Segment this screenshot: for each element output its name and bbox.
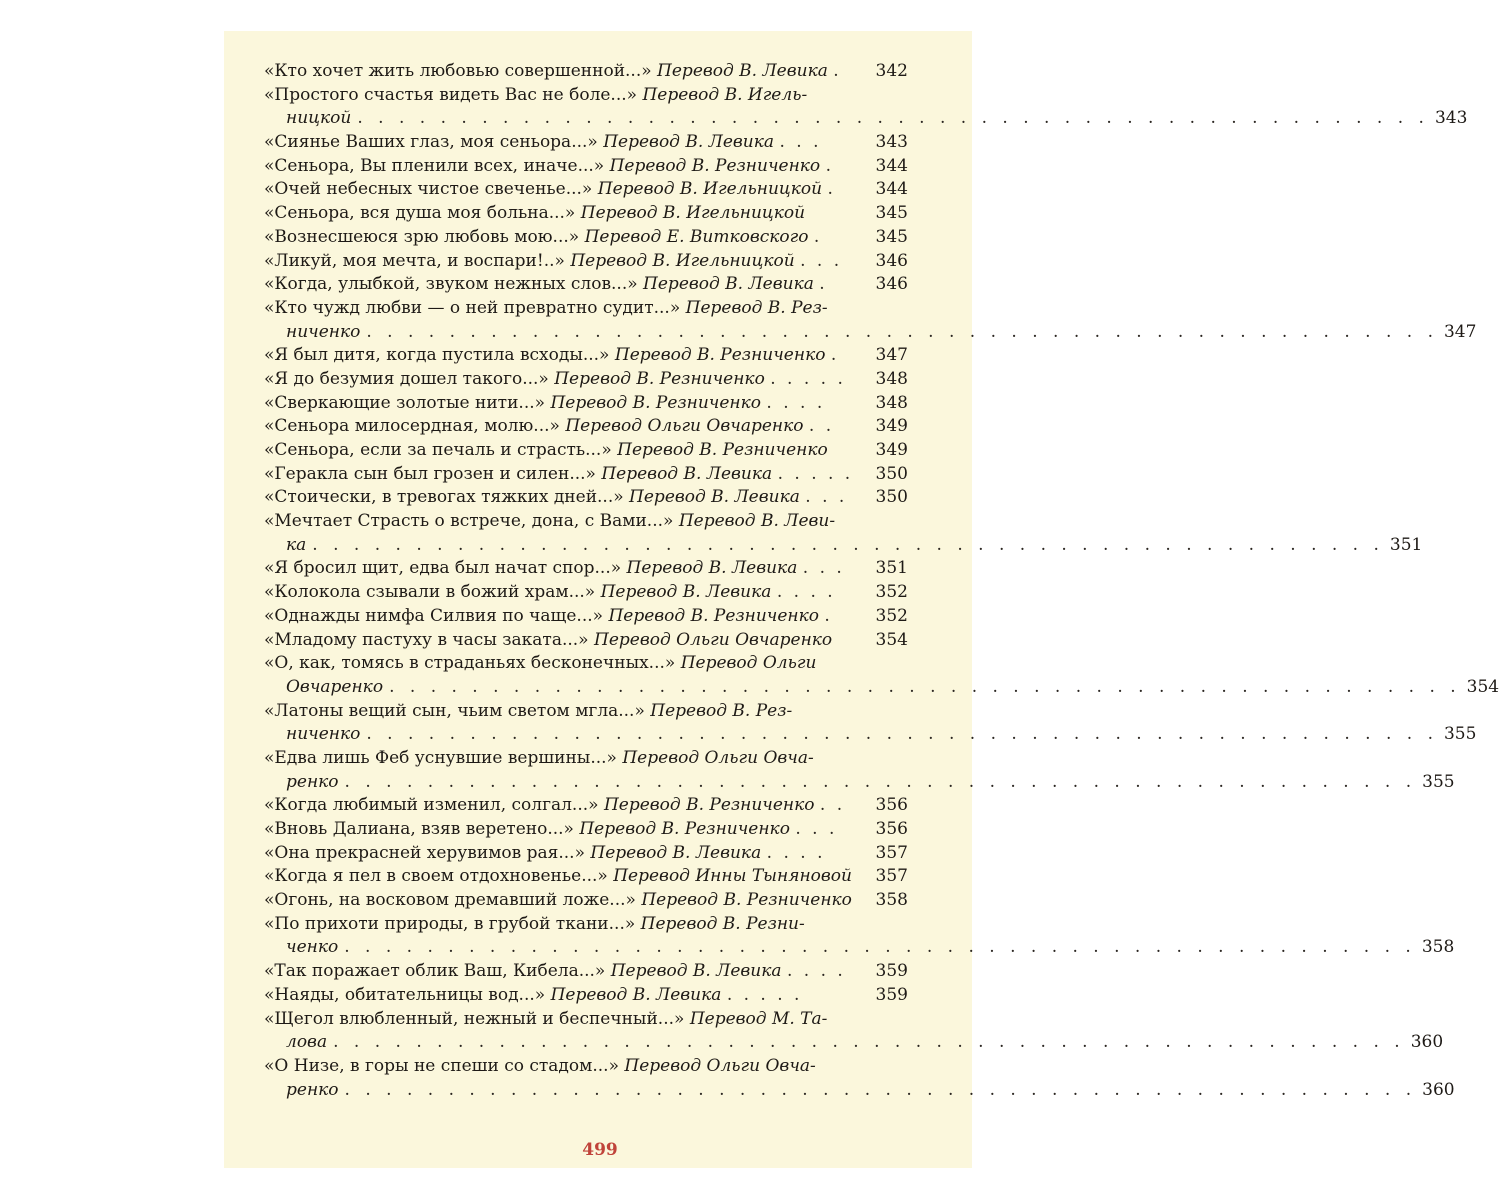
toc-entry xyxy=(264,297,1477,344)
toc-entry-line xyxy=(264,486,908,510)
toc-entry-line xyxy=(264,700,908,724)
toc-entry-line xyxy=(264,865,908,889)
translator-credit: Перевод Ольги Овчаренко xyxy=(565,416,804,437)
dot-leader: . . . xyxy=(802,558,845,579)
page-ref: 345 xyxy=(872,226,908,250)
dot-leader: . xyxy=(833,61,842,81)
toc-entry-line xyxy=(264,297,908,321)
toc-entry-line xyxy=(264,960,908,984)
toc-entry-line xyxy=(264,155,908,179)
translator-credit: Перевод В. Левика xyxy=(603,132,775,153)
page-ref: 347 xyxy=(1443,321,1477,342)
page-ref: 354 xyxy=(872,629,908,653)
poem-first-line: «Сверкающие золотые нити...» xyxy=(264,392,546,413)
toc-entry-line xyxy=(264,463,908,487)
toc-entry-line xyxy=(264,747,908,771)
translator-credit: Перевод Ольги Овчаренко xyxy=(594,629,833,650)
poem-first-line: «Сиянье Ваших глаз, моя сеньора...» xyxy=(264,132,598,153)
dot-leader: . . . . . xyxy=(770,368,846,389)
poem-first-line: «О, как, томясь в страданьях бесконечных...» xyxy=(264,653,676,674)
poem-first-line: «Сеньора милосердная, молю...» xyxy=(264,416,560,437)
toc-entry xyxy=(264,486,908,510)
poem-first-line: «Когда, улыбкой, звуком нежных слов...» xyxy=(264,274,638,295)
poem-first-line: «Колокола сзывали в божий храм...» xyxy=(264,582,596,603)
page-ref: 359 xyxy=(872,960,908,984)
translator-credit: Перевод В. Игель- xyxy=(642,84,808,105)
dot-leader: . xyxy=(824,605,833,626)
toc-entry xyxy=(264,652,1499,699)
translator-credit: Перевод В. Резниченко xyxy=(614,345,826,366)
page-number: 499 xyxy=(582,1140,618,1160)
page-ref: 345 xyxy=(872,202,908,226)
toc-entry xyxy=(264,581,908,605)
poem-first-line: «Простого счастья видеть Вас не боле...» xyxy=(264,84,638,105)
toc-entry xyxy=(264,344,908,368)
translator-credit: Перевод В. Резниченко xyxy=(608,605,820,626)
page-ref: 360 xyxy=(1410,1032,1444,1053)
toc-entry xyxy=(264,226,908,250)
toc-entry-line xyxy=(264,818,908,842)
translator-credit: Перевод В. Левика xyxy=(657,61,828,81)
page-ref: 358 xyxy=(1421,937,1455,958)
dot-leader: . . . . . xyxy=(726,984,803,1005)
translator-credit-continuation: ченко xyxy=(286,937,339,958)
translator-credit: Перевод Инны Тыняновой xyxy=(613,866,852,887)
poem-first-line: «Я бросил щит, едва был начат спор...» xyxy=(264,558,622,579)
page-ref: 360 xyxy=(1422,1079,1455,1100)
toc-entry xyxy=(264,605,908,629)
toc-entry-line xyxy=(264,131,908,155)
translator-credit: Перевод В. Левика xyxy=(600,582,772,603)
poem-first-line: «Кто чужд любви — о ней превратно судит...» xyxy=(264,297,681,318)
page-ref: 359 xyxy=(872,984,908,1008)
translator-credit: Перевод В. Резниченко xyxy=(603,795,815,816)
dot-leader: . . . xyxy=(800,250,843,271)
toc-entry xyxy=(264,1055,1455,1102)
dot-leader: . . . . xyxy=(776,582,836,603)
poem-first-line: «Младому пастуху в часы заката...» xyxy=(264,629,589,650)
dot-leader: . . . xyxy=(779,132,822,153)
toc-entry xyxy=(264,415,908,439)
page-ref: 355 xyxy=(1443,724,1477,745)
translator-credit: Перевод В. Левика xyxy=(550,984,722,1005)
toc-entry xyxy=(264,131,908,155)
dot-leader: . . . . xyxy=(766,842,826,863)
toc-entry xyxy=(264,794,908,818)
poem-first-line: «Сеньора, если за печаль и страсть...» xyxy=(264,440,612,460)
dot-leader: . . . . . . . . . . . . . . . . . . . . . . . . . . . . . . . . . . . . . . . . . . . . . . . . . . . . xyxy=(357,108,1429,129)
page-ref: 352 xyxy=(872,605,908,629)
poem-first-line: «Так поражает облик Ваш, Кибела...» xyxy=(264,961,606,982)
translator-credit: Перевод Ольги Овча- xyxy=(622,747,814,768)
translator-credit-continuation: ка xyxy=(286,534,307,555)
toc-entry xyxy=(264,700,1477,747)
poem-first-line: «Сеньора, Вы пленили всех, иначе...» xyxy=(264,155,605,176)
dot-leader: . . . . . . . . . . . . . . . . . . . . . . . . . . . . . . . . . . . . . . . . . . . . . . . . . . . . xyxy=(344,937,1416,958)
toc-entry-line xyxy=(264,652,908,676)
toc-entry-line xyxy=(264,60,908,84)
translator-credit: Перевод Ольги xyxy=(680,653,817,674)
translator-credit: Перевод В. Резниченко xyxy=(579,819,790,839)
toc-entry-continuation xyxy=(264,1079,1455,1103)
dot-leader: . . . xyxy=(805,487,848,508)
toc-entry-line xyxy=(264,439,908,463)
translator-credit-continuation: Овчаренко xyxy=(286,676,384,697)
dot-leader: . . . . xyxy=(786,961,846,982)
poem-first-line: «Наяды, обитательницы вод...» xyxy=(264,984,546,1005)
toc-entry xyxy=(264,250,908,274)
page-ref: 343 xyxy=(1434,108,1468,129)
translator-credit-continuation: лова xyxy=(286,1032,328,1053)
translator-credit: Перевод В. Леви- xyxy=(678,511,836,532)
page-ref: 347 xyxy=(872,344,908,368)
page-ref: 356 xyxy=(872,818,908,842)
toc-entry xyxy=(264,913,1455,960)
dot-leader: . . . . . . . . . . . . . . . . . . . . . . . . . . . . . . . . . . . . . . . . . . . . . . . . . . . . xyxy=(312,534,1384,555)
dot-leader: . . . . . . . . . . . . . . . . . . . . . . . . . . . . . . . . . . . . . . . . . . . . . . . . . . . . xyxy=(344,1079,1417,1100)
toc-entry xyxy=(264,557,908,581)
dot-leader: . . . . . . . . . . . . . . . . . . . . . . . . . . . . . . . . . . . . . . . . . . . . . . . . . . . . xyxy=(344,771,1417,792)
translator-credit: Перевод В. Игельницкой xyxy=(580,203,806,224)
toc-entry xyxy=(264,842,908,866)
translator-credit: Перевод В. Левика xyxy=(629,487,800,508)
translator-credit: Перевод В. Игельницкой xyxy=(570,250,795,271)
page-ref: 344 xyxy=(872,155,908,179)
translator-credit: Перевод В. Рез- xyxy=(650,700,793,721)
poem-first-line: «Геракла сын был грозен и силен...» xyxy=(264,463,596,484)
toc-entry xyxy=(264,273,908,297)
page-ref: 342 xyxy=(872,60,908,84)
toc-entry xyxy=(264,818,908,842)
poem-first-line: «О Низе, в горы не спеши со стадом...» xyxy=(264,1055,619,1076)
translator-credit: Перевод В. Левика xyxy=(626,558,798,579)
translator-credit: Перевод В. Левика xyxy=(643,274,814,295)
toc-entry-line xyxy=(264,273,908,297)
toc-entry xyxy=(264,202,908,226)
translator-credit: Перевод В. Резниченко xyxy=(554,368,765,389)
toc-entry xyxy=(264,960,908,984)
toc-entry-line xyxy=(264,913,908,937)
toc-entry-line xyxy=(264,1055,908,1079)
poem-first-line: «Мечтает Страсть о встрече, дона, с Вами...» xyxy=(264,511,674,532)
toc-entry-line xyxy=(264,1008,908,1032)
toc-entry-line xyxy=(264,510,908,534)
page-ref: 352 xyxy=(872,581,908,605)
poem-first-line: «Едва лишь Феб уснувшие вершины...» xyxy=(264,747,617,768)
toc-entry-continuation xyxy=(264,723,1477,747)
translator-credit: Перевод В. Рез- xyxy=(685,297,828,318)
page-ref: 350 xyxy=(872,463,908,487)
toc-entry xyxy=(264,155,908,179)
toc-entry-continuation xyxy=(264,1031,1444,1055)
dot-leader: . . . . . . . . . . . . . . . . . . . . . . . . . . . . . . . . . . . . . . . . . . . . . . . . . . . . xyxy=(366,724,1438,745)
toc-entry-line xyxy=(264,226,908,250)
toc-entry xyxy=(264,84,1468,131)
toc-entry xyxy=(264,60,908,84)
page-ref: 343 xyxy=(872,131,908,155)
dot-leader: . xyxy=(825,155,834,176)
poem-first-line: «Я был дитя, когда пустила всходы...» xyxy=(264,345,610,366)
poem-first-line: «Вновь Далиана, взяв веретено...» xyxy=(264,819,574,839)
dot-leader: . . . . . . . . . . . . . . . . . . . . . . . . . . . . . . . . . . . . . . . . . . . . . . . . . . . . xyxy=(366,321,1438,342)
toc-entry xyxy=(264,889,908,913)
translator-credit: Перевод М. Та- xyxy=(689,1008,828,1029)
toc-entry-continuation xyxy=(264,534,1423,558)
poem-first-line: «Когда любимый изменил, солгал...» xyxy=(264,795,599,816)
toc-entry xyxy=(264,510,1423,557)
poem-first-line: «Огонь, на восковом дремавший ложе...» xyxy=(264,890,636,911)
toc-entry xyxy=(264,463,908,487)
toc-entry xyxy=(264,747,1455,794)
poem-first-line: «Однажды нимфа Силвия по чаще...» xyxy=(264,605,604,626)
poem-first-line: «Когда я пел в своем отдохновенье...» xyxy=(264,866,608,887)
translator-credit-continuation: ренко xyxy=(286,771,339,792)
poem-first-line: «Вознесшеюся зрю любовь мою...» xyxy=(264,226,580,247)
toc-entry-line xyxy=(264,344,908,368)
page-ref: 357 xyxy=(872,865,908,889)
toc-entry-line xyxy=(264,392,908,416)
toc-entry xyxy=(264,984,908,1008)
poem-first-line: «Ликуй, моя мечта, и воспари!..» xyxy=(264,250,565,271)
toc-entry xyxy=(264,439,908,463)
toc-entry-line xyxy=(264,794,908,818)
poem-first-line: «По прихоти природы, в грубой ткани...» xyxy=(264,913,636,934)
translator-credit: Перевод Е. Витковского xyxy=(584,226,809,247)
dot-leader: . xyxy=(827,179,836,200)
dot-leader: . . . xyxy=(795,819,838,839)
dot-leader: . . . . . . . . . . . . . . . . . . . . . . . . . . . . . . . . . . . . . . . . . . . . . . . . . . . . xyxy=(333,1032,1405,1053)
toc-entry-continuation xyxy=(264,676,1499,700)
page-ref: 351 xyxy=(1389,534,1423,555)
page-ref: 351 xyxy=(872,557,908,581)
translator-credit: Перевод В. Резниченко xyxy=(550,392,762,413)
page-ref: 358 xyxy=(872,889,908,913)
toc-entry-line xyxy=(264,581,908,605)
page-ref: 349 xyxy=(872,415,908,439)
dot-leader: . xyxy=(830,345,840,366)
dot-leader: . xyxy=(819,274,828,295)
toc-entry-line xyxy=(264,368,908,392)
translator-credit: Перевод В. Левика xyxy=(601,463,773,484)
poem-first-line: «Кто хочет жить любовью совершенной...» xyxy=(264,61,652,81)
translator-credit-continuation: ницкой xyxy=(286,108,352,129)
toc-entry xyxy=(264,178,908,202)
toc-entry xyxy=(264,1008,1444,1055)
toc-entry-line xyxy=(264,178,908,202)
page-ref: 357 xyxy=(872,842,908,866)
toc-entry-continuation xyxy=(264,321,1477,345)
page-ref: 346 xyxy=(872,273,908,297)
toc-entry-line xyxy=(264,984,908,1008)
page-ref: 344 xyxy=(872,178,908,202)
translator-credit-continuation: ренко xyxy=(286,1079,339,1100)
toc-entry-line xyxy=(264,557,908,581)
toc-entry-line xyxy=(264,605,908,629)
toc-entry-continuation xyxy=(264,936,1455,960)
translator-credit-continuation: ниченко xyxy=(286,321,361,342)
dot-leader: . xyxy=(813,226,823,247)
toc-entry-continuation xyxy=(264,107,1468,131)
toc-entry-line xyxy=(264,415,908,439)
poem-first-line: «Сеньора, вся душа моя больна...» xyxy=(264,203,576,224)
poem-first-line: «Щегол влюбленный, нежный и беспечный...» xyxy=(264,1008,685,1029)
toc-entry xyxy=(264,392,908,416)
poem-first-line: «Очей небесных чистое свеченье...» xyxy=(264,179,593,200)
translator-credit: Перевод В. Левика xyxy=(610,961,782,982)
toc-entry-line xyxy=(264,202,908,226)
page-ref: 354 xyxy=(1466,676,1499,697)
translator-credit: Перевод В. Резниченко xyxy=(617,440,828,460)
translator-credit: Перевод В. Резни- xyxy=(640,913,805,934)
toc-entry-line xyxy=(264,889,908,913)
translator-credit: Перевод В. Левика xyxy=(590,842,762,863)
dot-leader: . . xyxy=(819,795,846,816)
translator-credit-continuation: ниченко xyxy=(286,724,361,745)
translator-credit: Перевод В. Игельницкой xyxy=(597,179,823,200)
dot-leader: . . xyxy=(808,416,835,437)
dot-leader: . . . . xyxy=(766,392,826,413)
translator-credit: Перевод В. Резниченко xyxy=(609,155,821,176)
page-ref: 348 xyxy=(872,392,908,416)
toc-entry-continuation xyxy=(264,771,1455,795)
page-ref: 355 xyxy=(1422,771,1455,792)
toc-entry-line xyxy=(264,629,908,653)
dot-leader: . . . . . . . . . . . . . . . . . . . . . . . . . . . . . . . . . . . . . . . . . . . . . . . . . . . . xyxy=(389,676,1461,697)
dot-leader: . . . . . xyxy=(777,463,854,484)
page-ref: 348 xyxy=(872,368,908,392)
toc-entry xyxy=(264,629,908,653)
toc-entry xyxy=(264,368,908,392)
toc-entry-line xyxy=(264,84,908,108)
poem-first-line: «Я до безумия дошел такого...» xyxy=(264,368,549,389)
toc-entry xyxy=(264,865,908,889)
page-ref: 346 xyxy=(872,250,908,274)
poem-first-line: «Латоны вещий сын, чьим светом мгла...» xyxy=(264,700,645,721)
poem-first-line: «Она прекрасней херувимов рая...» xyxy=(264,842,585,863)
translator-credit: Перевод В. Резниченко xyxy=(641,890,852,911)
page-ref: 349 xyxy=(872,439,908,463)
page-ref: 350 xyxy=(872,486,908,510)
toc-entry-line xyxy=(264,842,908,866)
poem-first-line: «Стоически, в тревогах тяжких дней...» xyxy=(264,487,624,508)
page-ref: 356 xyxy=(872,794,908,818)
toc-entry-line xyxy=(264,250,908,274)
translator-credit: Перевод Ольги Овча- xyxy=(624,1055,816,1076)
table-of-contents xyxy=(264,60,1499,1102)
